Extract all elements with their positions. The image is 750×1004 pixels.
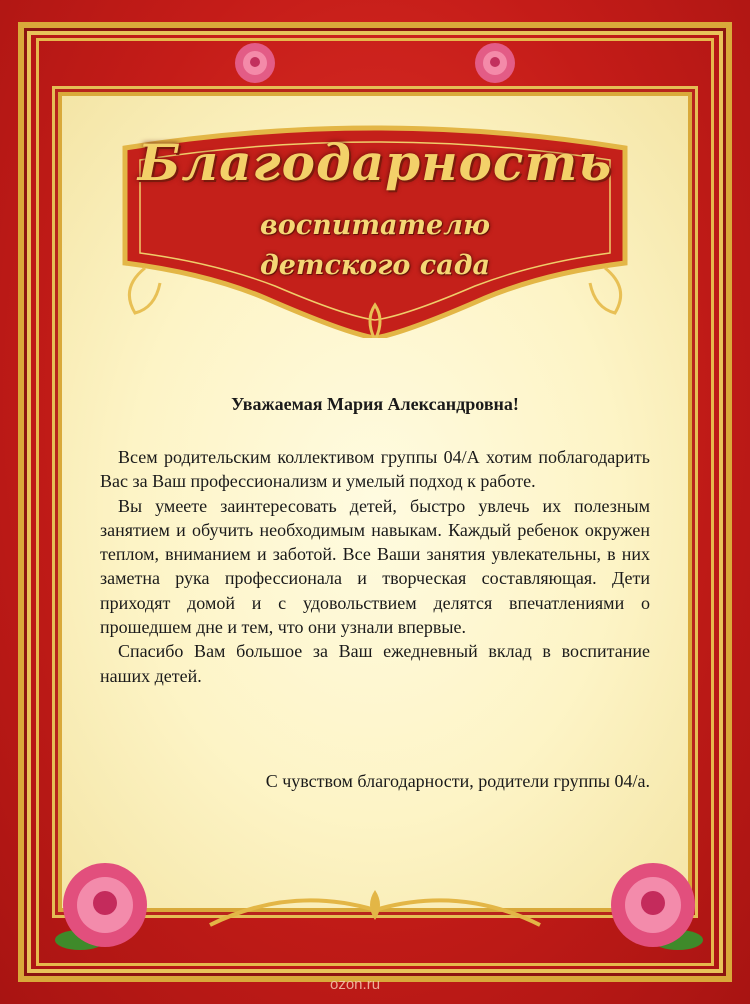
watermark: ozon.ru: [330, 976, 381, 993]
certificate-title: Благодарность: [137, 133, 613, 192]
body-text: [100, 445, 650, 688]
signature: С чувством благодарности, родители группы 04/а.: [265, 771, 650, 791]
rose-icon: [465, 38, 525, 88]
paragraph: Спасибо Вам большое за Ваш ежедневный вклад в воспитание наших детей.: [100, 641, 650, 686]
ornament-icon: [200, 880, 550, 940]
certificate-subtitle-line1: воспитателю: [259, 210, 491, 241]
rose-icon: [598, 855, 708, 955]
greeting: Уважаемая Мария Александровна!: [231, 394, 519, 414]
rose-icon: [225, 38, 285, 88]
paragraph: Всем родительским коллективом группы 04/А хотим поблагодарить Вас за Ваш профессионализм и умелый подход к работе.: [100, 447, 650, 492]
rose-icon: [50, 855, 160, 955]
certificate-subtitle-line2: детского сада: [259, 250, 491, 281]
paragraph: Вы умеете заинтересовать детей, быстро увлечь их полезным занятием и обучить необходимым навыкам. Каждый ребенок окружен теплом, вниманием и заботой. Все Ваши занятия увлекательны, в них заметна рука профессионала и творческая составляющая. Дети приходят домой и с удовольствием делятся впечатлениями о прошедшем дне и тем, что они узнали впервые.: [100, 495, 650, 638]
